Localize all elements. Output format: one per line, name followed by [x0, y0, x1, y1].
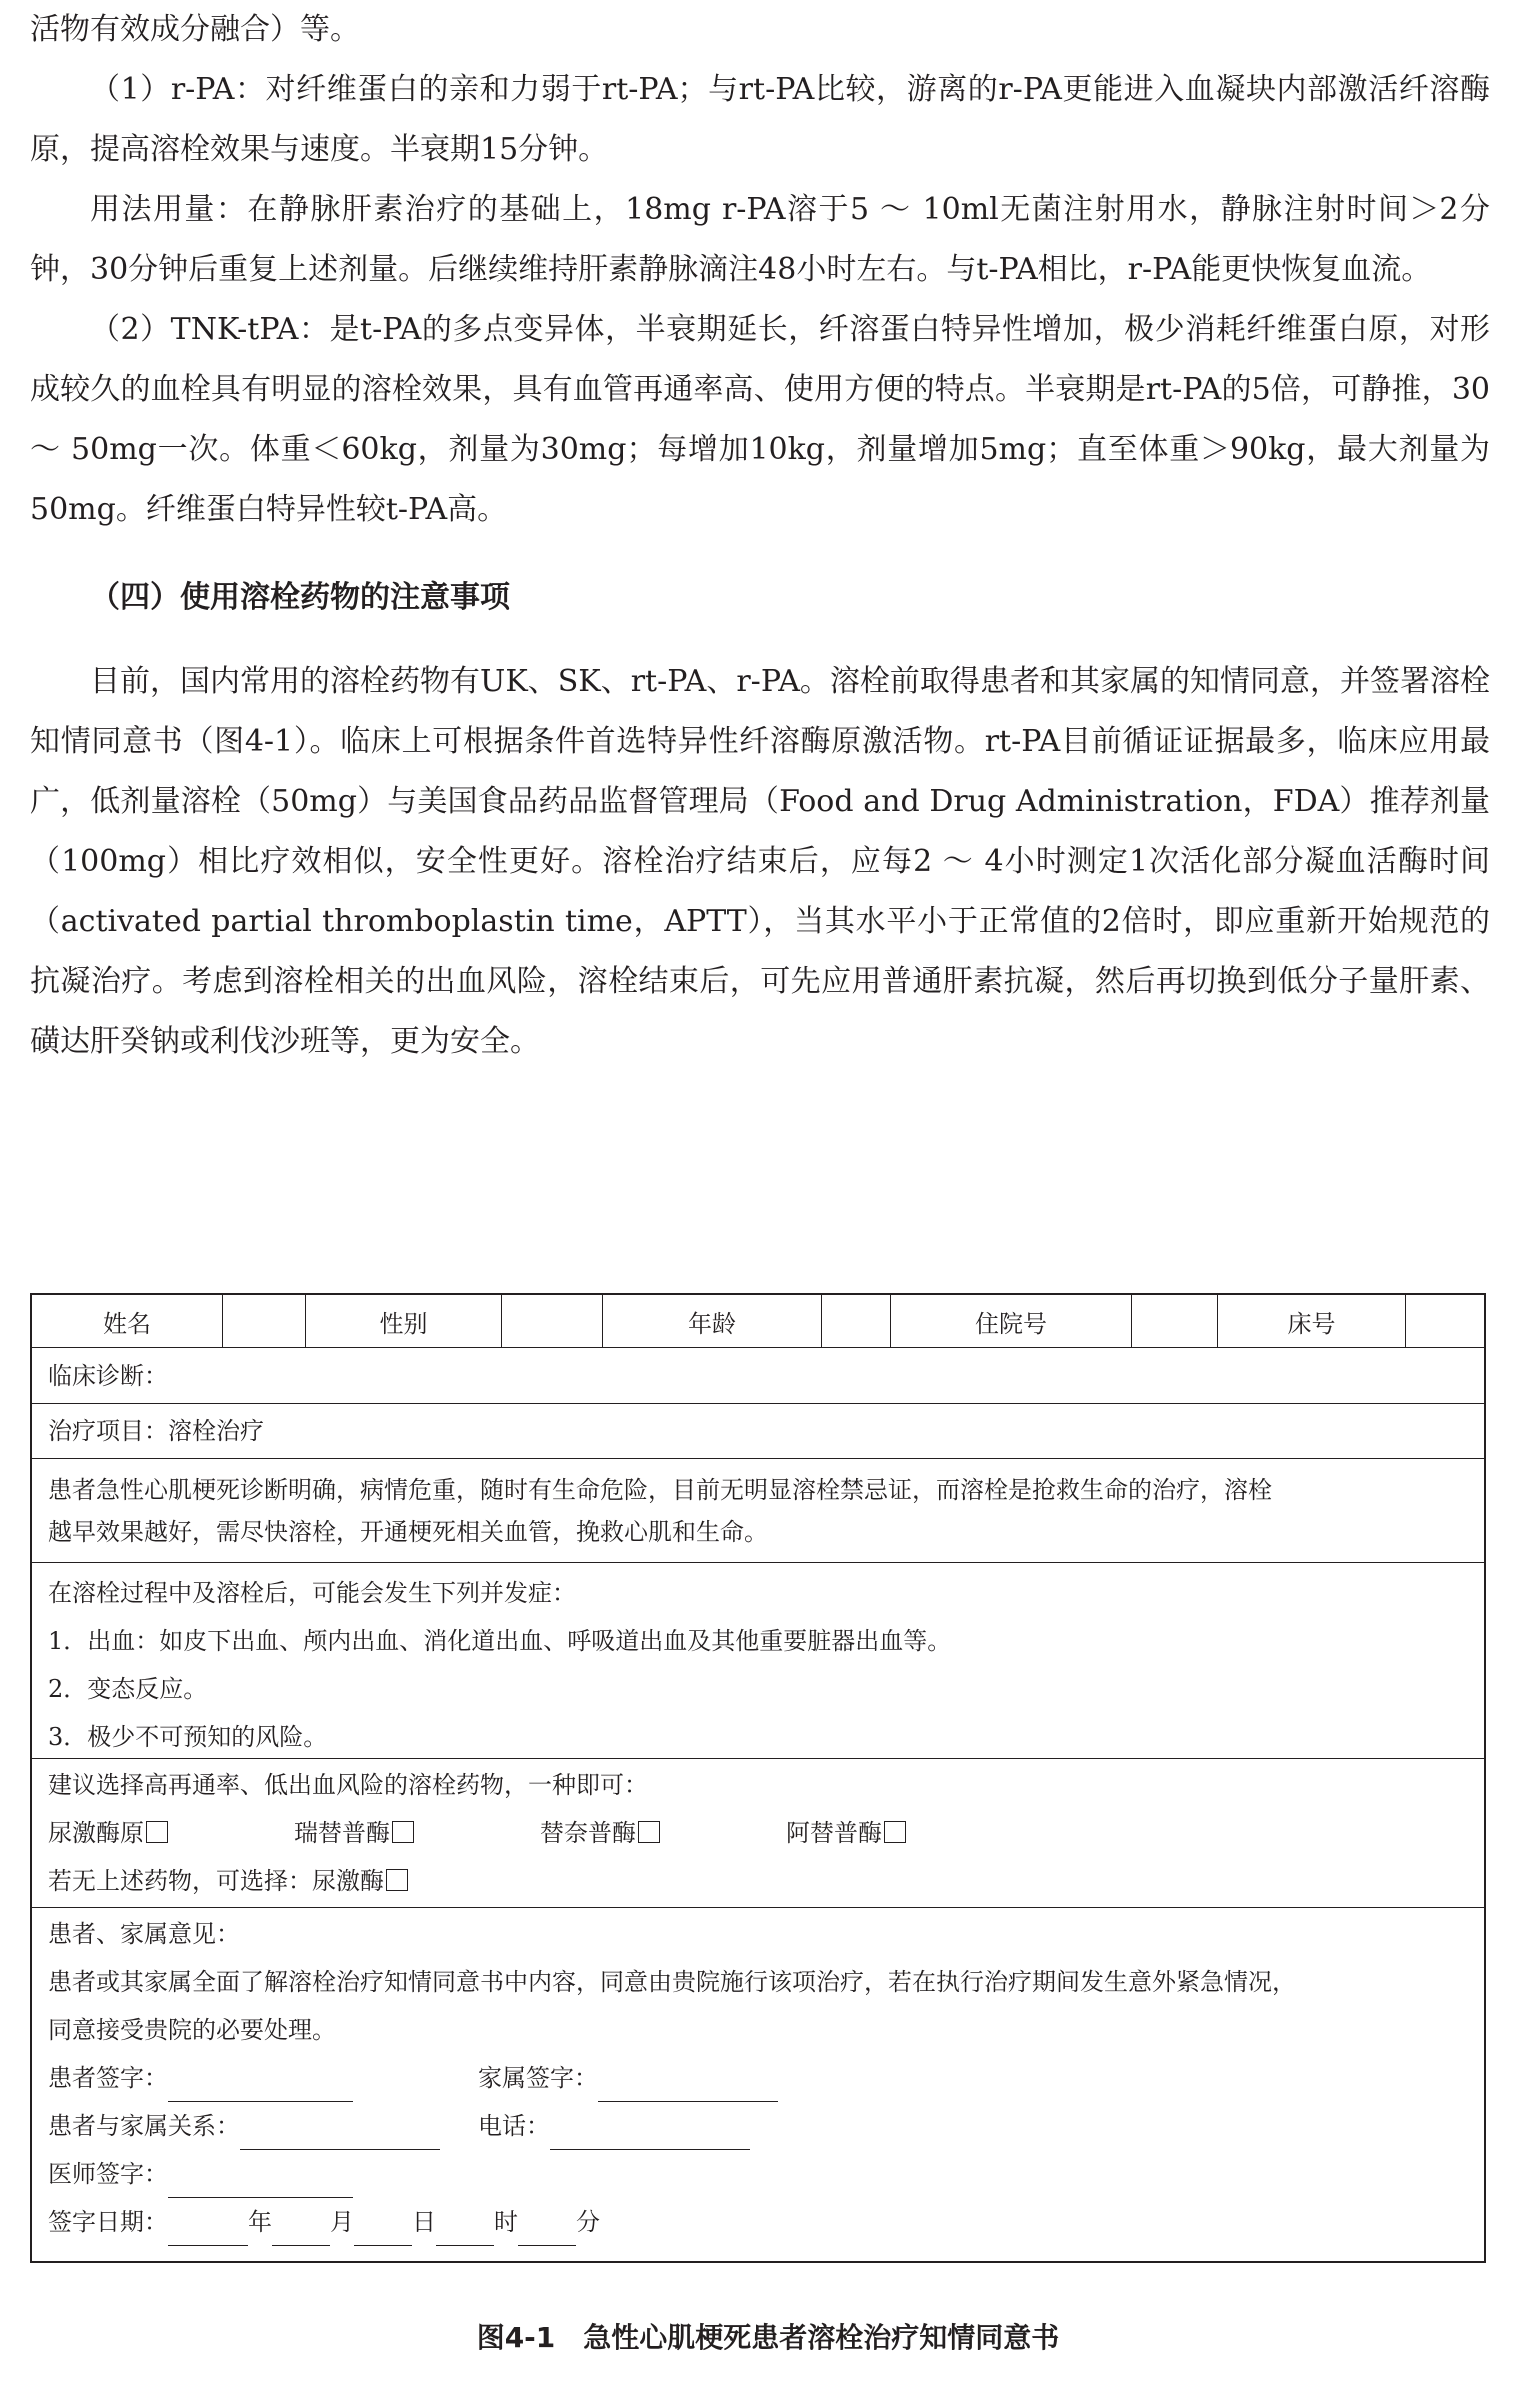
- gender-label: 性别: [306, 1295, 502, 1347]
- drug-option-label: 尿激酶原: [48, 1819, 144, 1847]
- fallback-option[interactable]: [48, 1857, 1468, 1905]
- drug-option-label: 替奈普酶: [540, 1819, 636, 1847]
- patient-sign-field[interactable]: [168, 2071, 353, 2102]
- patient-sign-label: 患者签字：: [48, 2064, 168, 2092]
- drug-options: [48, 1809, 1468, 1857]
- complication-item: 3．极少不可预知的风险。: [48, 1723, 328, 1751]
- name-cell[interactable]: [223, 1295, 306, 1347]
- statement-section: [32, 1459, 1484, 1563]
- consent-form: [30, 1293, 1486, 2263]
- diagnosis-section: [32, 1348, 1484, 1404]
- name-label: 姓名: [32, 1295, 223, 1347]
- paragraph-r-pa: （1）r-PA：对纤维蛋白的亲和力弱于rt-PA；与rt-PA比较，游离的r-PA更能进入血凝块内部激活纤溶酶原，提高溶栓效果与速度。半衰期15分钟。: [30, 72, 1490, 167]
- minute-field[interactable]: [518, 2215, 576, 2246]
- project-label: 治疗项目：溶栓治疗: [48, 1417, 264, 1445]
- day-unit: 日: [412, 2208, 436, 2236]
- project-section: [32, 1404, 1484, 1459]
- drug-choice-title: 建议选择高再通率、低出血风险的溶栓药物，一种即可：: [48, 1771, 648, 1799]
- statement-line-1: 患者急性心肌梗死诊断明确，病情危重，随时有生命危险，目前无明显溶栓禁忌证，而溶栓是抢救生命的治疗，溶栓: [48, 1476, 1272, 1504]
- hour-field[interactable]: [436, 2215, 494, 2246]
- drug-option-label: 阿替普酶: [786, 1819, 882, 1847]
- paragraph-dosage: 用法用量：在静脉肝素治疗的基础上，18mg r-PA溶于5 ～ 10ml无菌注射用水，静脉注射时间＞2分钟，30分钟后重复上述剂量。后继续维持肝素静脉滴注48小时左右。与t-PA相比，r-PA能更快恢复血流。: [30, 192, 1490, 287]
- age-label: 年龄: [603, 1295, 822, 1347]
- drug-option[interactable]: [540, 1809, 786, 1857]
- year-field[interactable]: [168, 2215, 248, 2246]
- month-unit: 月: [330, 2208, 354, 2236]
- drug-option-label: 瑞替普酶: [294, 1819, 390, 1847]
- bed-no-cell[interactable]: [1406, 1295, 1484, 1347]
- drug-option[interactable]: [294, 1809, 540, 1857]
- complication-item: 1．出血：如皮下出血、颅内出血、消化道出血、呼吸道出血及其他重要脏器出血等。: [48, 1627, 952, 1655]
- signature-row-2: [48, 2102, 1468, 2150]
- drug-option[interactable]: [786, 1809, 1032, 1857]
- family-sign-label: 家属签字：: [478, 2064, 598, 2092]
- doctor-sign-field[interactable]: [168, 2167, 353, 2198]
- fallback-label: 若无上述药物，可选择：尿激酶: [48, 1867, 384, 1895]
- section-heading: （四）使用溶栓药物的注意事项: [90, 580, 510, 615]
- phone-field[interactable]: [550, 2119, 750, 2150]
- checkbox-icon[interactable]: [638, 1821, 660, 1843]
- opinion-line-1: 患者或其家属全面了解溶栓治疗知情同意书中内容，同意由贵院施行该项治疗，若在执行治疗期间发生意外紧急情况，: [48, 1968, 1296, 1996]
- signature-row-1: [48, 2054, 1468, 2102]
- checkbox-icon[interactable]: [392, 1821, 414, 1843]
- age-cell[interactable]: [822, 1295, 891, 1347]
- drug-choice-section: [32, 1759, 1484, 1908]
- doctor-sign-label: 医师签字：: [48, 2160, 168, 2188]
- opinion-section: [32, 1908, 1484, 2262]
- opinion-line-2: 同意接受贵院的必要处理。: [48, 2016, 336, 2044]
- month-field[interactable]: [272, 2215, 330, 2246]
- family-sign-field[interactable]: [598, 2071, 778, 2102]
- checkbox-icon[interactable]: [146, 1821, 168, 1843]
- paragraph-notes: 目前，国内常用的溶栓药物有UK、SK、rt-PA、r-PA。溶栓前取得患者和其家属的知情同意，并签署溶栓知情同意书（图4-1）。临床上可根据条件首选特异性纤溶酶原激活物。rt-PA目前循证证据最多，临床应用最广，低剂量溶栓（50mg）与美国食品药品监督管理局（Food and Drug Administration，FDA）推荐剂量（100mg）相比疗效相似，安全性更好。溶栓治疗结束后，应每2 ～ 4小时测定1次活化部分凝血活酶时间（activated partial thromboplastin time，APTT），当其水平小于正常值的2倍时，即应重新开始规范的抗凝治疗。考虑到溶栓相关的出血风险，溶栓结束后，可先应用普通肝素抗凝，然后再切换到低分子量肝素、磺达肝癸钠或利伐沙班等，更为安全。: [30, 664, 1490, 1059]
- gender-cell[interactable]: [502, 1295, 603, 1347]
- drug-option[interactable]: [48, 1809, 294, 1857]
- paragraph-tnk-tpa: （2）TNK-tPA：是t-PA的多点变异体，半衰期延长，纤溶蛋白特异性增加，极少消耗纤维蛋白原，对形成较久的血栓具有明显的溶栓效果，具有血管再通率高、使用方便的特点。半衰期是rt-PA的5倍，可静推，30 ～ 50mg一次。体重＜60kg，剂量为30mg；每增加10kg，剂量增加5mg；直至体重＞90kg，最大剂量为50mg。纤维蛋白特异性较t-PA高。: [30, 312, 1490, 527]
- day-field[interactable]: [354, 2215, 412, 2246]
- year-unit: 年: [248, 2208, 272, 2236]
- phone-label: 电话：: [478, 2112, 550, 2140]
- body-text: [30, 0, 1490, 1072]
- admission-no-label: 住院号: [891, 1295, 1132, 1347]
- complications-section: [32, 1563, 1484, 1759]
- paragraph-intro: 活物有效成分融合）等。: [30, 12, 360, 47]
- relation-label: 患者与家属关系：: [48, 2112, 240, 2140]
- admission-no-cell[interactable]: [1132, 1295, 1218, 1347]
- hour-unit: 时: [494, 2208, 518, 2236]
- minute-unit: 分: [576, 2208, 600, 2236]
- checkbox-icon[interactable]: [884, 1821, 906, 1843]
- bed-no-label: 床号: [1218, 1295, 1406, 1347]
- complications-title: 在溶栓过程中及溶栓后，可能会发生下列并发症：: [48, 1579, 576, 1607]
- opinion-title: 患者、家属意见：: [48, 1920, 240, 1948]
- doctor-sign-row: [48, 2150, 1468, 2198]
- complication-item: 2．变态反应。: [48, 1675, 208, 1703]
- checkbox-icon[interactable]: [386, 1869, 408, 1891]
- date-label: 签字日期：: [48, 2208, 168, 2236]
- statement-line-2: 越早效果越好，需尽快溶栓，开通梗死相关血管，挽救心肌和生命。: [48, 1518, 768, 1546]
- relation-field[interactable]: [240, 2119, 440, 2150]
- figure-caption: 图4-1 急性心肌梗死患者溶栓治疗知情同意书: [476, 2321, 1060, 2354]
- date-row: [48, 2198, 1468, 2246]
- diagnosis-label: 临床诊断：: [48, 1362, 168, 1390]
- form-header-row: [32, 1295, 1484, 1348]
